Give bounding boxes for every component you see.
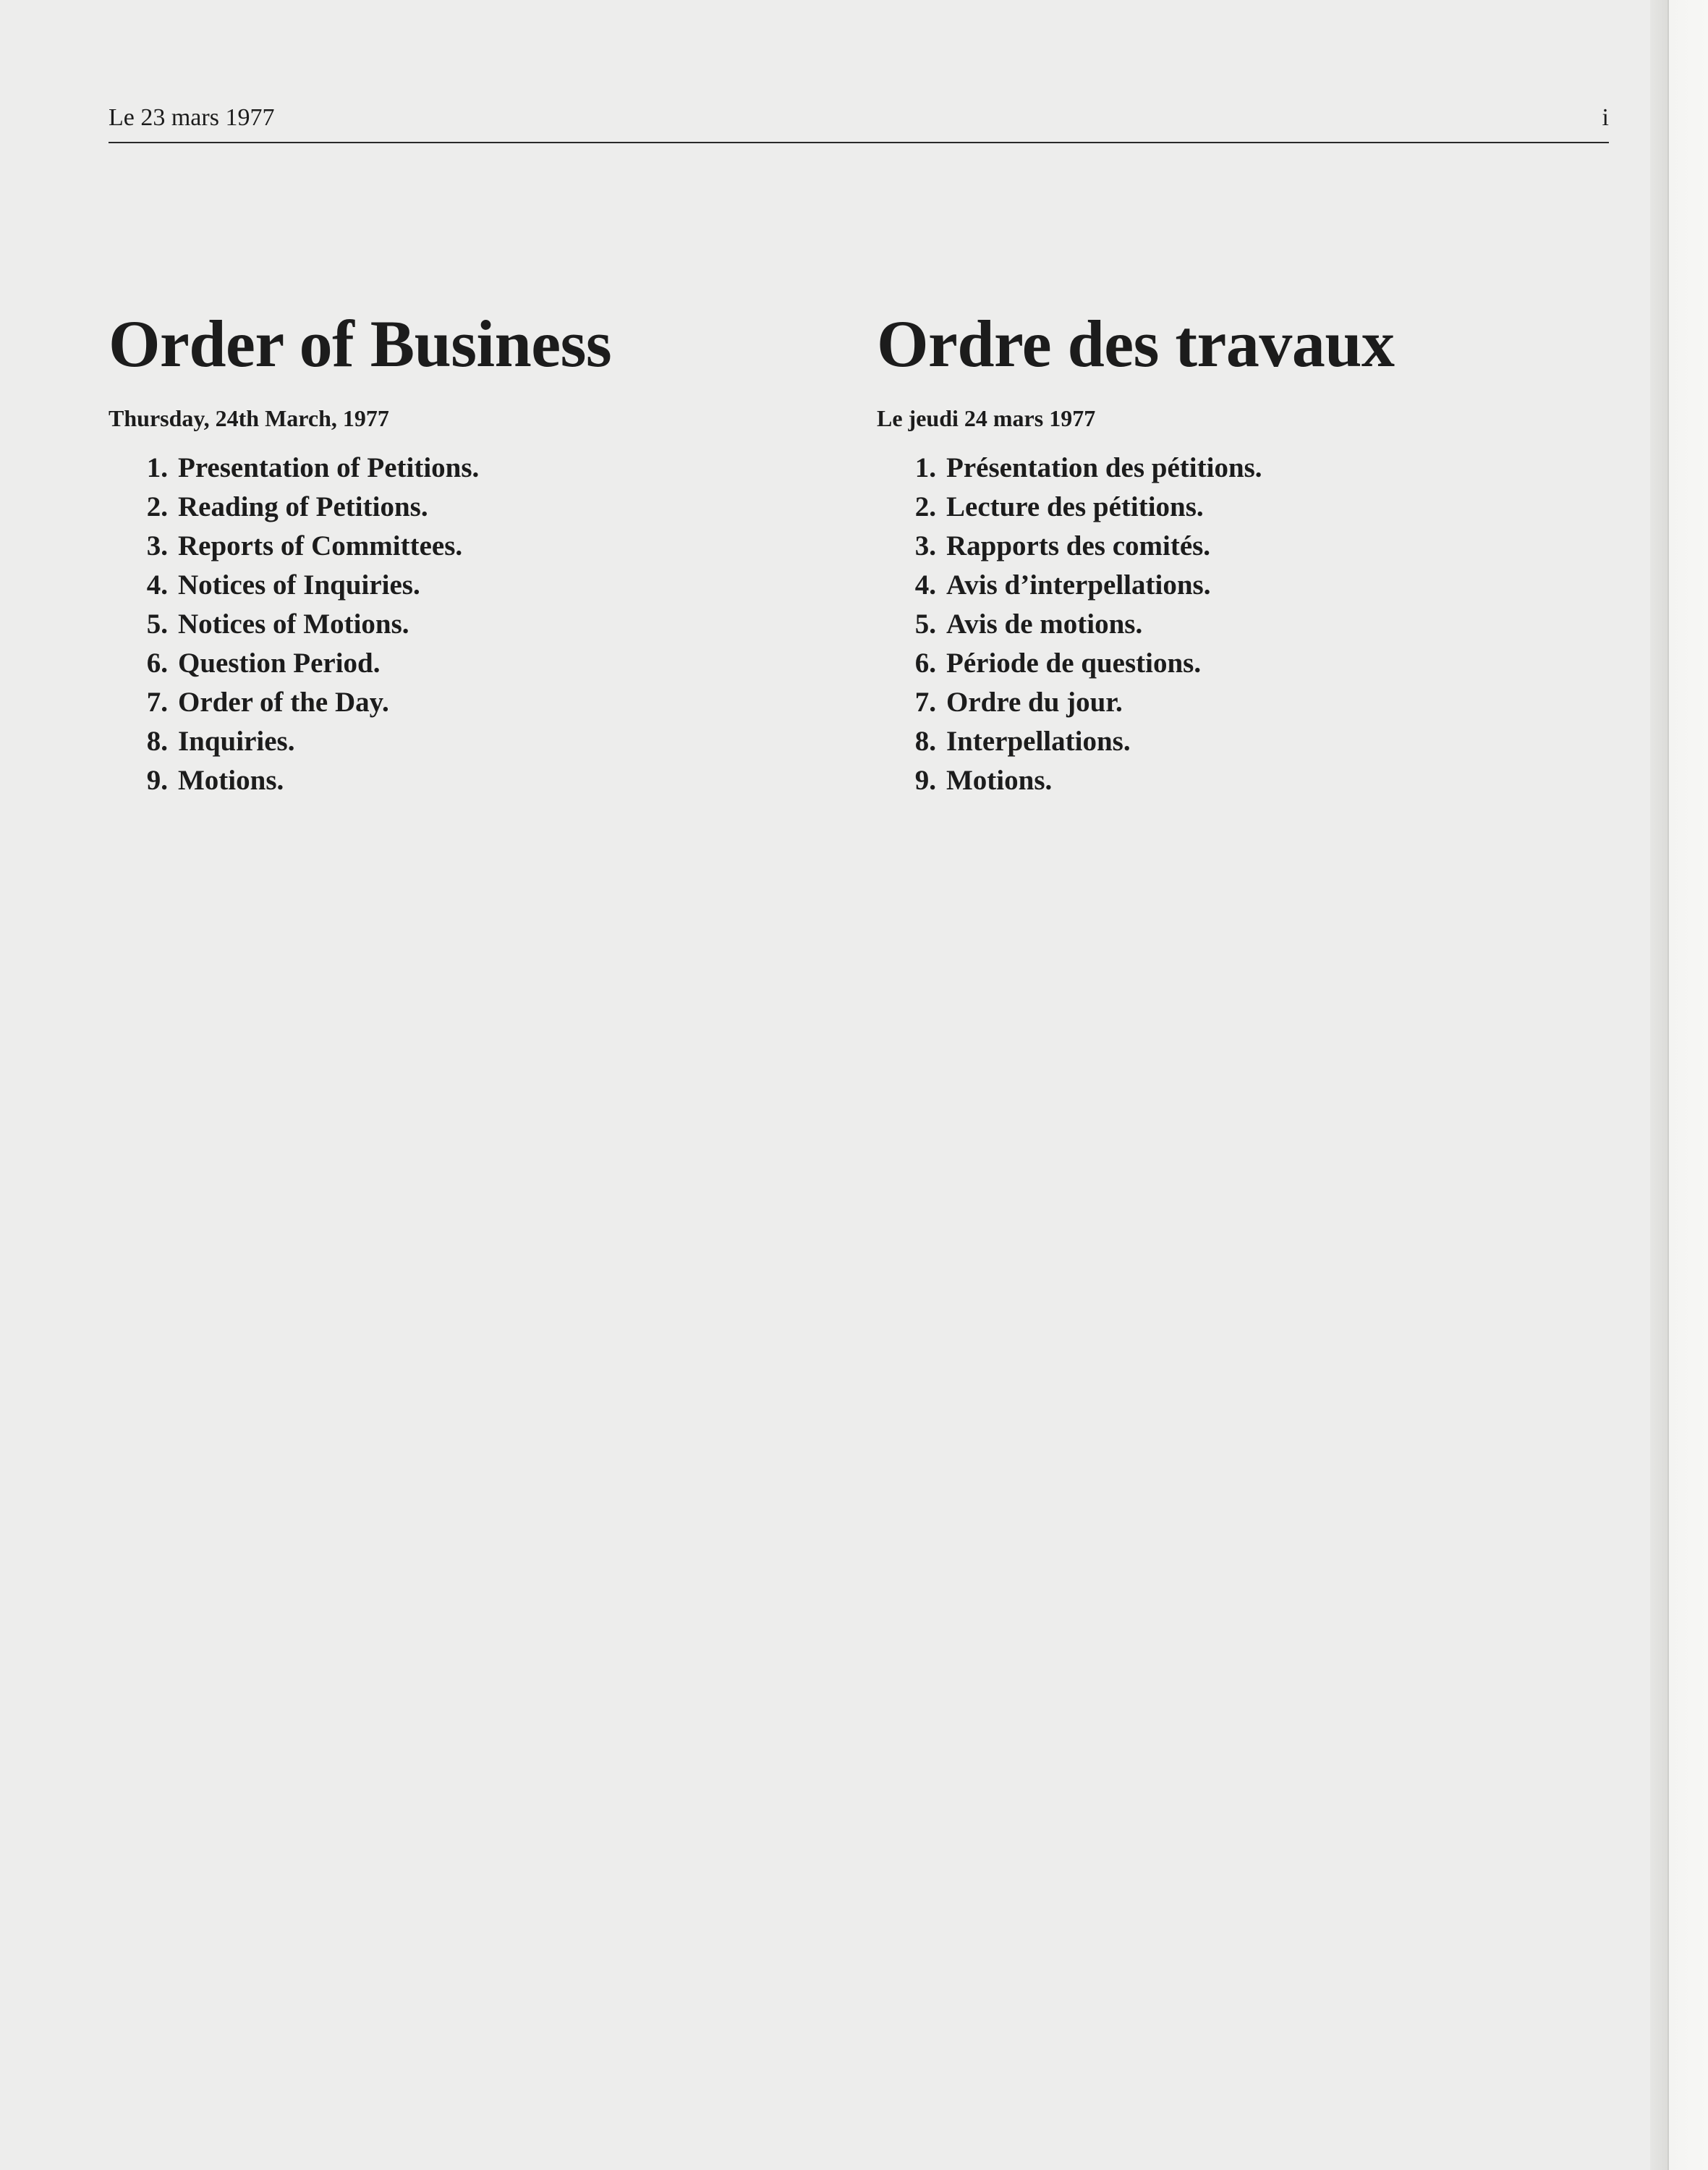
page-edge-line: [1667, 0, 1669, 2170]
item-number: 3.: [146, 530, 168, 561]
item-number: 7.: [914, 687, 936, 718]
item-number: 8.: [146, 726, 168, 757]
item-text: Reports of Committees.: [178, 530, 463, 561]
french-title: Ordre des travaux: [877, 307, 1395, 381]
item-text: Notices of Motions.: [178, 609, 409, 640]
list-item: [877, 527, 1600, 566]
english-date: Thursday, 24th March, 1977: [109, 405, 389, 431]
item-number: 5.: [146, 609, 168, 640]
list-item: [109, 449, 832, 488]
item-text: Question Period.: [178, 648, 381, 679]
item-text: Lecture des pétitions.: [946, 491, 1204, 522]
item-number: 5.: [914, 609, 936, 640]
french-column: [877, 304, 1600, 800]
item-text: Avis d’interpellations.: [946, 569, 1211, 601]
list-item: [877, 722, 1600, 761]
item-number: 4.: [146, 569, 168, 601]
list-item: [109, 488, 832, 527]
list-item: [109, 761, 832, 800]
item-number: 2.: [914, 491, 936, 522]
list-item: [109, 527, 832, 566]
item-number: 6.: [914, 648, 936, 679]
english-order-list: [109, 449, 832, 800]
list-item: [877, 488, 1600, 527]
item-number: 9.: [146, 765, 168, 796]
item-number: 7.: [146, 687, 168, 718]
french-date: Le jeudi 24 mars 1977: [877, 405, 1096, 431]
item-text: Presentation of Petitions.: [178, 452, 480, 483]
item-text: Inquiries.: [178, 726, 295, 757]
item-number: 8.: [914, 726, 936, 757]
item-text: Interpellations.: [946, 726, 1131, 757]
item-number: 4.: [914, 569, 936, 601]
item-text: Reading of Petitions.: [178, 491, 428, 522]
list-item: [877, 761, 1600, 800]
list-item: [109, 605, 832, 644]
running-header: [109, 103, 1609, 143]
item-number: 1.: [146, 452, 168, 483]
list-item: [877, 566, 1600, 605]
item-text: Période de questions.: [946, 648, 1202, 679]
item-text: Order of the Day.: [178, 687, 389, 718]
list-item: [877, 449, 1600, 488]
item-number: 3.: [914, 530, 936, 561]
list-item: [109, 566, 832, 605]
list-item: [109, 644, 832, 683]
item-text: Motions.: [946, 765, 1053, 796]
item-text: Rapports des comités.: [946, 530, 1211, 561]
list-item: [877, 644, 1600, 683]
item-text: Présentation des pétitions.: [946, 452, 1262, 483]
english-column: [109, 304, 832, 800]
header-date: Le 23 mars 1977: [109, 104, 275, 131]
english-title: Order of Business: [109, 307, 612, 381]
page-edge: [1650, 0, 1708, 2170]
list-item: [877, 683, 1600, 722]
item-number: 2.: [146, 491, 168, 522]
item-text: Notices of Inquiries.: [178, 569, 420, 601]
french-order-list: [877, 449, 1600, 800]
list-item: [109, 683, 832, 722]
list-item: [877, 605, 1600, 644]
item-number: 1.: [914, 452, 936, 483]
item-text: Motions.: [178, 765, 284, 796]
item-text: Avis de motions.: [946, 609, 1143, 640]
item-number: 6.: [146, 648, 168, 679]
item-text: Ordre du jour.: [946, 687, 1123, 718]
item-number: 9.: [914, 765, 936, 796]
list-item: [109, 722, 832, 761]
page-number: i: [1602, 104, 1609, 131]
